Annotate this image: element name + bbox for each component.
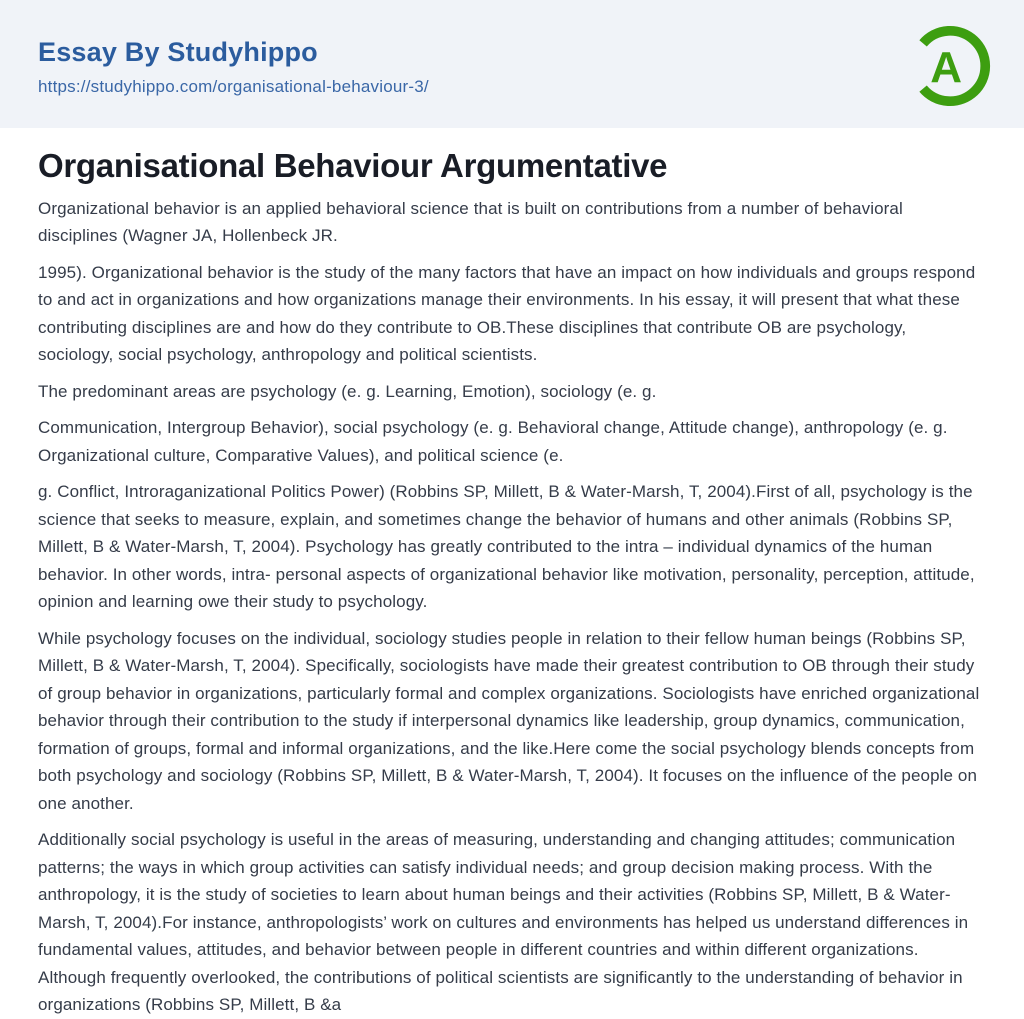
essay-paragraph-5: g. Conflict, Introraganizational Politics Power) (Robbins SP, Millett, B & Water-Marsh, T, 2004).First of all, psychology is the science that seeks to measure, explain, and sometimes change the behavior of humans and other animals (Robbins SP, Millett, B & Water-Marsh, T, 2004). Psychology has greatly contributed to the intra – individual dynamics of the human behavior. In other words, intra- personal aspects of organizational behavior like motivation, personality, perception, attitude, opinion and learning owe their study to psychology.: [38, 482, 975, 612]
essay-content: [0, 128, 1024, 1019]
essay-paragraph-2: 1995). Organizational behavior is the study of the many factors that have an impact on how individuals and groups respond to and act in organizations and how organizations manage their environments. In his essay, it will present that what these contributing disciplines are and how do they contribute to OB.These disciplines that contribute OB are psychology, sociology, social psychology, anthropology and political scientists.: [38, 262, 976, 365]
logo-letter: A: [930, 42, 963, 92]
studyhippo-logo: [906, 22, 994, 110]
essay-paragraph-1: Organizational behavior is an applied behavioral science that is built on contributions from a number of behavioral disciplines (Wagner JA, Hollenbeck JR.: [38, 198, 903, 246]
essay-paragraph-7: Additionally social psychology is useful in the areas of measuring, understanding and changing attitudes; communication patterns; the ways in which group activities can satisfy individual needs; and group decision making process. With the anthropology, it is the study of societies to learn about human beings and their activities (Robbins SP, Millett, B & Water-Marsh, T, 2004).For instance, anthropologists’ work on cultures and environments has helped us understand differences in fundamental values, attitudes, and behavior between people in different countries and within different organizations. Although frequently overlooked, the contributions of political scientists are significantly to the understanding of behavior in organizations (Robbins SP, Millett, B &a: [38, 830, 969, 1015]
essay-url-link[interactable]: https://studyhippo.com/organisational-behaviour-3/: [38, 77, 429, 97]
site-header: [0, 0, 1024, 128]
essay-paragraph-4: Communication, Intergroup Behavior), social psychology (e. g. Behavioral change, Attitude change), anthropology (e. g. Organizational culture, Comparative Values), and political science (e.: [38, 418, 948, 465]
essay-paragraph-3: The predominant areas are psychology (e. g. Learning, Emotion), sociology (e. g.: [38, 381, 657, 401]
essay-paragraph-6: While psychology focuses on the individual, sociology studies people in relation to their fellow human beings (Robbins SP, Millett, B & Water-Marsh, T, 2004). Specifically, sociologists have made their greatest contribution to OB through their study of group behavior in organizations, particularly formal and complex organizations. Sociologists have enriched organizational behavior through their contribution to the study if interpersonal dynamics like leadership, group dynamics, communication, formation of groups, formal and informal organizations, and the like.Here come the social psychology blends concepts from both psychology and sociology (Robbins SP, Millett, B & Water-Marsh, T, 2004). It focuses on the influence of the people on one another.: [38, 628, 980, 813]
essay-title: Organisational Behaviour Argumentative: [38, 147, 668, 184]
site-title: Essay By Studyhippo: [38, 37, 318, 67]
header-text-block: [38, 36, 986, 97]
